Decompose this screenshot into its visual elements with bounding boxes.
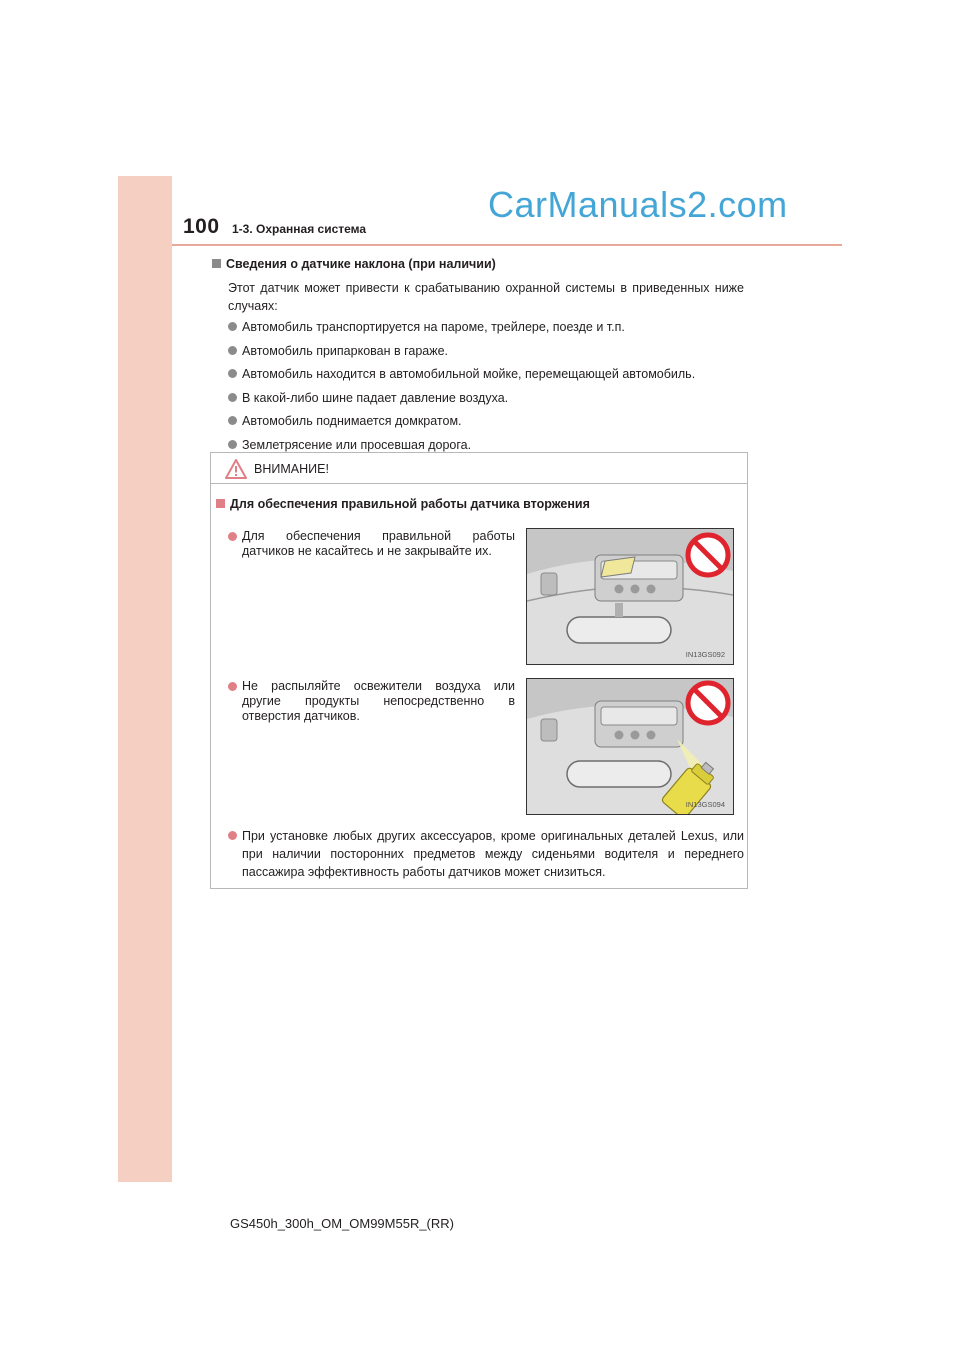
bullet-icon <box>228 346 237 355</box>
list-item: Землетрясение или просевшая дорога. <box>228 436 748 460</box>
caution-title: ВНИМАНИЕ! <box>254 462 329 476</box>
page-number: 100 <box>183 215 220 238</box>
list-item: Автомобиль находится в автомобильной мойке, перемещающей автомобиль. <box>228 365 748 389</box>
spray-illustration <box>527 679 733 814</box>
tilt-sensor-list <box>228 318 748 459</box>
caution-box <box>210 452 748 889</box>
list-item: В какой-либо шине падает давление воздуха. <box>228 389 748 413</box>
list-item: Автомобиль припаркован в гараже. <box>228 342 748 366</box>
warning-triangle-icon <box>225 459 247 479</box>
tilt-sensor-intro: Этот датчик может привести к срабатыванию охранной системы в приведенных ниже случаях: <box>228 281 744 313</box>
section-title: 1-3. Охранная система <box>232 222 367 236</box>
list-item: Автомобиль транспортируется на пароме, трейлере, поезде и т.п. <box>228 318 748 342</box>
figure-spray-sensor <box>526 678 734 815</box>
side-band <box>118 176 172 1182</box>
figure-touch-sensor <box>526 528 734 665</box>
square-bullet-icon <box>216 499 225 508</box>
bullet-icon <box>228 393 237 402</box>
square-bullet-icon <box>212 259 221 268</box>
bullet-icon <box>228 831 237 840</box>
sensor-illustration <box>527 529 733 664</box>
list-item: Автомобиль поднимается домкратом. <box>228 412 748 436</box>
caution-header <box>211 453 747 484</box>
caution-item: Для обеспечения правильной работы датчиков не касайтесь и не закрывайте их. <box>228 529 515 559</box>
caution-sub-heading: Для обеспечения правильной работы датчика вторжения <box>216 497 590 511</box>
bullet-icon <box>228 532 237 541</box>
bullet-icon <box>228 369 237 378</box>
header-rule <box>172 244 842 246</box>
figure-code: IN13GS094 <box>685 800 725 809</box>
tilt-sensor-heading: Сведения о датчике наклона (при наличии) <box>212 257 496 271</box>
footer-code: GS450h_300h_OM_OM99M55R_(RR) <box>230 1216 454 1231</box>
bullet-icon <box>228 416 237 425</box>
caution-item: При установке любых других аксессуаров, кроме оригинальных деталей Lexus, или при наличии посторонних предметов между сиденьями водителя и переднего пассажира эффективность работы датчиков может снизиться. <box>228 827 744 881</box>
bullet-icon <box>228 682 237 691</box>
bullet-icon <box>228 322 237 331</box>
caution-item: Не распыляйте освежители воздуха или другие продукты непосредственно в отверстия датчиков. <box>228 679 515 724</box>
figure-code: IN13GS092 <box>685 650 725 659</box>
watermark-top[interactable]: CarManuals2.com <box>488 184 788 225</box>
bullet-icon <box>228 440 237 449</box>
